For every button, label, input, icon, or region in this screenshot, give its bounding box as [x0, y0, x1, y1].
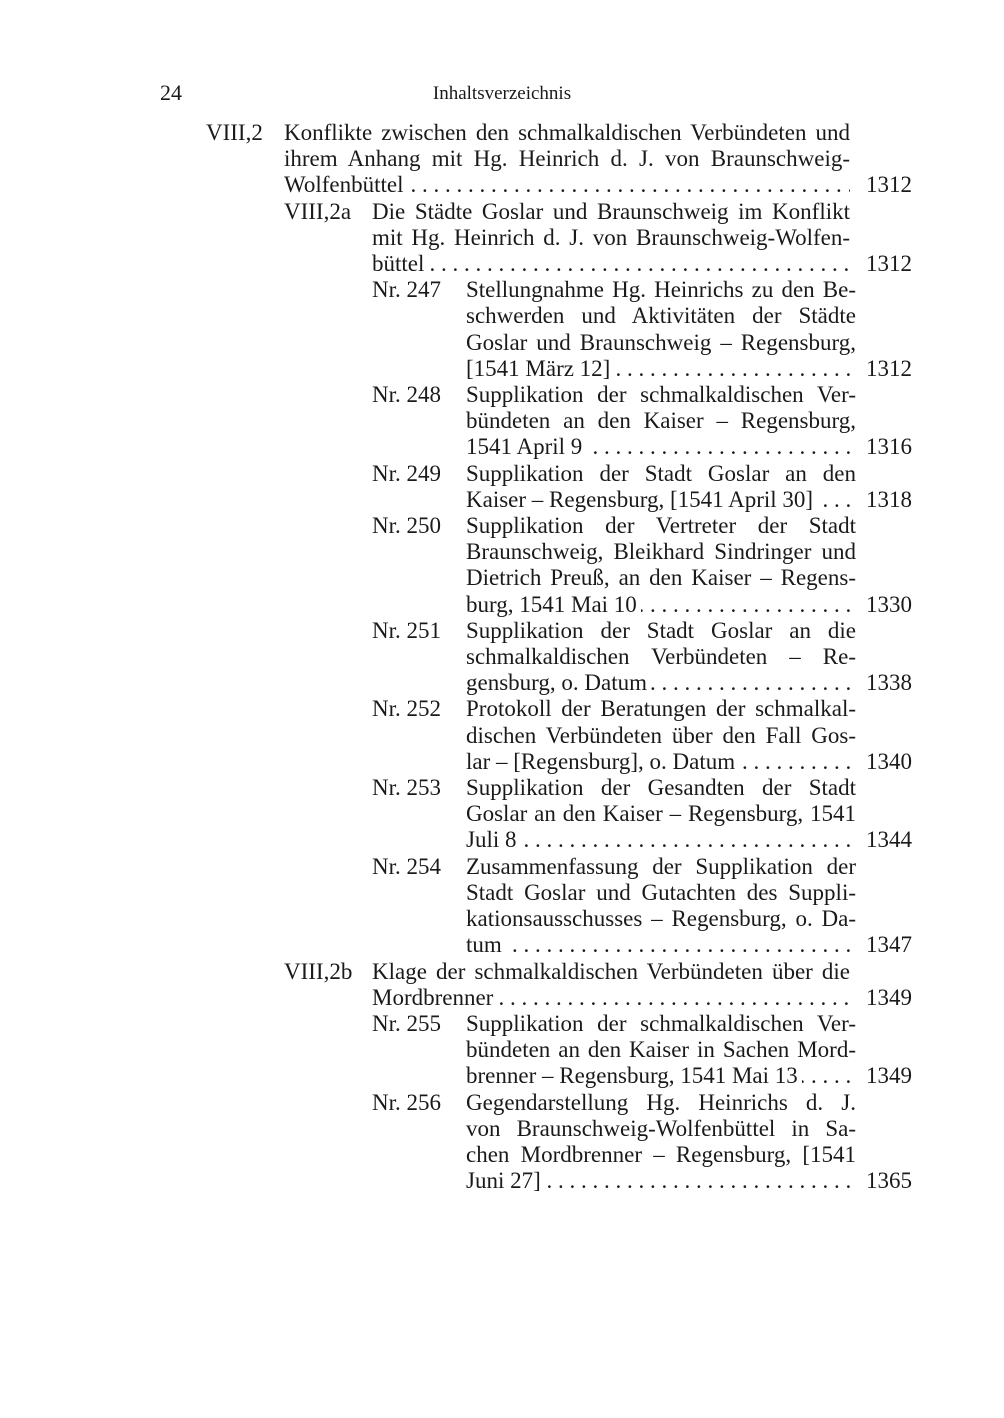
- toc-entry-line: Braunschweig, Bleikhard Sindringer und: [466, 539, 856, 565]
- toc-entry-line: burg, 1541 Mai 10: [466, 592, 641, 617]
- toc-entry-line: chen Mordbrenner – Regensburg, [1541: [466, 1141, 856, 1167]
- toc-entry-label: Nr. 250: [372, 513, 441, 539]
- toc-entry-title: [284, 120, 850, 199]
- toc-entry: [0, 775, 1004, 854]
- toc-entry-last-line: [466, 356, 856, 382]
- toc-entry-line: Stadt Goslar und Gutachten des Suppli-: [466, 879, 856, 905]
- toc-entry-page: 1340: [866, 748, 912, 774]
- toc-entry-line: von Braunschweig-Wolfenbüttel in Sa-: [466, 1115, 856, 1141]
- toc-entry-line: Supplikation der schmalkaldischen Ver-: [466, 1010, 856, 1036]
- toc-entry-label: VIII,2a: [284, 198, 352, 224]
- toc-entry-line: Protokoll der Beratungen der schmalkal-: [466, 696, 856, 722]
- toc-entry-label: VIII,2: [206, 120, 263, 145]
- toc-entry-label: Nr. 249: [372, 460, 441, 486]
- toc-entry-page: 1365: [866, 1168, 912, 1194]
- toc-entry-last-line: [466, 1168, 856, 1194]
- toc-entry-label: Nr. 251: [372, 617, 441, 643]
- toc-entry-page: 1344: [866, 827, 912, 853]
- toc-entry-label: Nr. 253: [372, 775, 441, 801]
- toc-entry-last-line: [466, 827, 856, 853]
- toc-entry-line: [1541 März 12]: [466, 356, 614, 381]
- toc-entry-line: Gegendarstellung Hg. Heinrichs d. J.: [466, 1089, 856, 1115]
- toc-entry-line: schmalkaldischen Verbündeten – Re-: [466, 644, 856, 670]
- toc-entry-line: Die Städte Goslar und Braunschweig im Konflikt: [372, 198, 850, 224]
- toc-entry: [0, 959, 1004, 1011]
- toc-entry-line: kationsausschusses – Regensburg, o. Da-: [466, 906, 856, 932]
- toc-entry: [0, 1090, 1004, 1195]
- toc-entry-title: [466, 461, 856, 513]
- toc-entry-line: Goslar und Braunschweig – Regensburg,: [466, 329, 856, 355]
- toc-entry-title: [466, 1090, 856, 1195]
- toc-entry-label: Nr. 247: [372, 277, 441, 303]
- toc-entry-line: Klage der schmalkaldischen Verbündeten über die: [372, 958, 850, 984]
- toc-entry: [0, 854, 1004, 959]
- toc-entry-last-line: [372, 985, 850, 1011]
- toc-entry: [0, 618, 1004, 697]
- toc-entry-line: Dietrich Preuß, an den Kaiser – Regens-: [466, 565, 856, 591]
- toc-entry-page: 1312: [866, 251, 912, 276]
- toc-entry-last-line: [466, 434, 856, 460]
- toc-entry: [0, 382, 1004, 461]
- toc-entry-line: mit Hg. Heinrich d. J. von Braunschweig-Wolfen-: [372, 224, 850, 250]
- toc-entry-title: [466, 513, 856, 618]
- toc-entry-label: Nr. 248: [372, 382, 441, 408]
- toc-entry-line: ihrem Anhang mit Hg. Heinrich d. J. von Braunschweig-: [284, 146, 850, 172]
- toc-entry-title: [466, 1011, 856, 1090]
- toc-entry-line: Zusammenfassung der Supplikation der: [466, 853, 856, 879]
- toc-entry-page: 1318: [866, 486, 912, 512]
- toc-entry: [0, 199, 1004, 278]
- toc-entry-label: Nr. 255: [372, 1010, 441, 1036]
- toc-entry-line: Goslar an den Kaiser – Regensburg, 1541: [466, 801, 856, 827]
- toc-entry: [0, 120, 1004, 199]
- toc-entry-label: VIII,2b: [284, 958, 353, 984]
- toc-entry-title: [372, 959, 850, 1011]
- toc-entry-label: Nr. 254: [372, 853, 441, 879]
- toc-entry-last-line: [466, 487, 856, 513]
- toc-entry-line: Wolfenbüttel: [284, 172, 408, 197]
- toc-entry-page: 1312: [866, 355, 912, 381]
- toc-entry-line: dischen Verbündeten über den Fall Gos-: [466, 722, 856, 748]
- toc-entry-page: 1312: [866, 172, 912, 198]
- toc-entry-line: schwerden und Aktivitäten der Städte: [466, 303, 856, 329]
- toc-entry-title: [466, 618, 856, 697]
- toc-entry-line: 1541 April 9: [466, 434, 586, 459]
- toc-entry: [0, 1011, 1004, 1090]
- toc-entry-line: Juni 27]: [466, 1168, 545, 1193]
- toc-entry-page: 1316: [866, 434, 912, 460]
- toc-entry-last-line: [372, 251, 850, 277]
- toc-entry-line: gensburg, o. Datum: [466, 670, 651, 695]
- toc-entry-line: Konflikte zwischen den schmalkaldischen Verbündeten und: [284, 120, 850, 145]
- toc-entry-label: Nr. 252: [372, 696, 441, 722]
- toc-entry-line: büttel: [372, 251, 428, 276]
- toc-entry-title: [466, 277, 856, 382]
- toc-entry-line: Supplikation der Vertreter der Stadt: [466, 513, 856, 539]
- toc-entry-title: [466, 775, 856, 854]
- toc-entry-label: Nr. 256: [372, 1089, 441, 1115]
- toc-entry-line: Supplikation der schmalkaldischen Ver-: [466, 382, 856, 408]
- toc-entry-line: bündeten an den Kaiser – Regensburg,: [466, 408, 856, 434]
- toc-entry-page: 1349: [866, 1063, 912, 1089]
- toc-entry-last-line: [466, 932, 856, 958]
- toc-entry: [0, 513, 1004, 618]
- toc-entry-line: Stellungnahme Hg. Heinrichs zu den Be-: [466, 277, 856, 303]
- table-of-contents: [0, 120, 1004, 1194]
- toc-entry-last-line: [466, 670, 856, 696]
- toc-entry-line: Supplikation der Stadt Goslar an die: [466, 617, 856, 643]
- toc-entry-line: Mordbrenner: [372, 985, 497, 1010]
- toc-entry-page: 1338: [866, 670, 912, 696]
- toc-entry-last-line: [466, 1063, 856, 1089]
- running-head: Inhaltsverzeichnis: [432, 83, 572, 104]
- toc-entry-last-line: [466, 592, 856, 618]
- toc-entry-line: lar – [Regensburg], o. Datum: [466, 749, 739, 774]
- toc-entry-line: bündeten an den Kaiser in Sachen Mord-: [466, 1037, 856, 1063]
- toc-entry-line: brenner – Regensburg, 1541 Mai 13: [466, 1063, 802, 1088]
- toc-entry-title: [466, 382, 856, 461]
- toc-entry: [0, 461, 1004, 513]
- toc-entry: [0, 696, 1004, 775]
- toc-entry: [0, 277, 1004, 382]
- toc-entry-page: 1347: [866, 932, 912, 958]
- toc-entry-line: Supplikation der Gesandten der Stadt: [466, 775, 856, 801]
- toc-entry-title: [372, 199, 850, 278]
- toc-entry-last-line: [466, 749, 856, 775]
- toc-entry-line: Supplikation der Stadt Goslar an den: [466, 460, 856, 486]
- toc-entry-page: 1330: [866, 591, 912, 617]
- toc-entry-last-line: [284, 172, 850, 198]
- toc-entry-line: tum: [466, 932, 506, 957]
- page-number: 24: [160, 80, 182, 105]
- toc-entry-line: Kaiser – Regensburg, [1541 April 30]: [466, 487, 817, 512]
- toc-entry-title: [466, 696, 856, 775]
- toc-entry-page: 1349: [866, 984, 912, 1010]
- toc-entry-line: Juli 8: [466, 827, 520, 852]
- toc-entry-title: [466, 854, 856, 959]
